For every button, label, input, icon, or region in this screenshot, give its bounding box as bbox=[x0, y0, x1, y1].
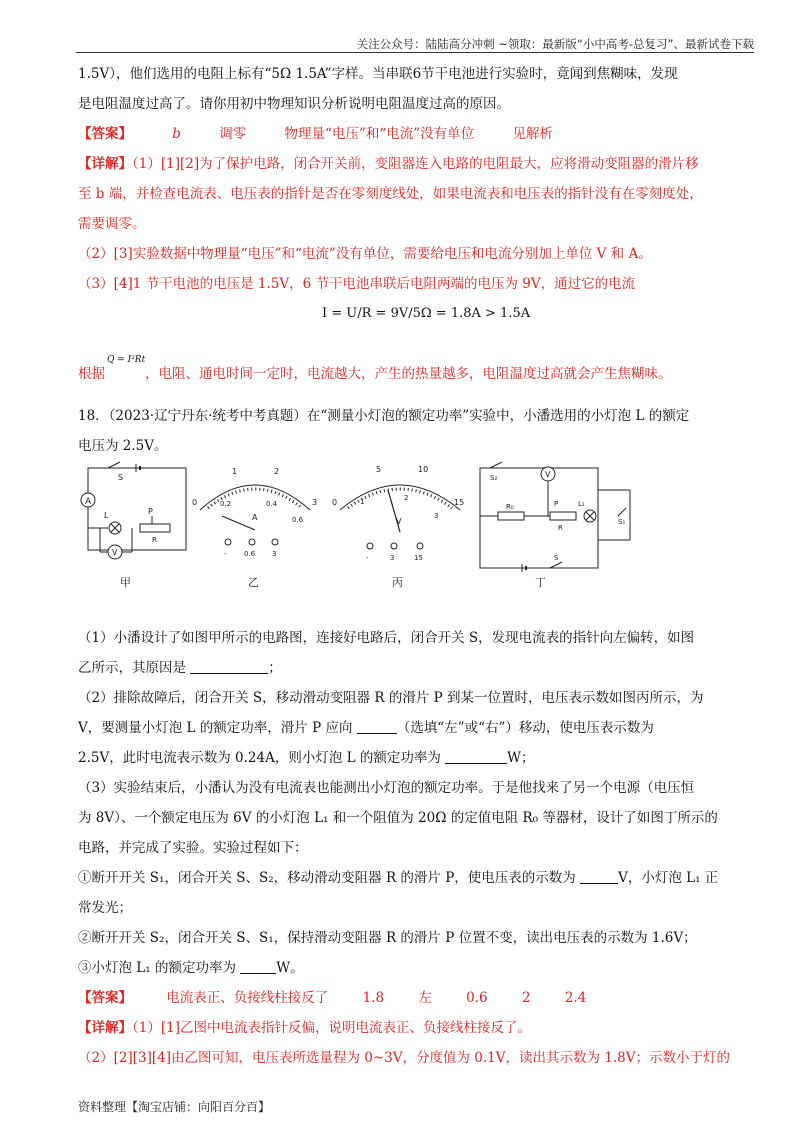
detail-2-line: （2）[2][3][4]由乙图可知，电压表所选量程为 0~3V，分度值为 0.1V，读出其示数为 1.8V；示数小于灯的 bbox=[78, 1050, 731, 1066]
ammeter-tick: 3 bbox=[312, 498, 318, 507]
q3-line: （3）实验结束后，小潘认为没有电流表也能测出小灯泡的额定功率。于是他找来了另一个电源（电压恒 bbox=[78, 780, 695, 796]
answer-item: 电流表正、负接线柱接反了 bbox=[166, 990, 329, 1006]
ammeter-tick: 0.2 bbox=[220, 500, 232, 508]
label-slider: P bbox=[554, 500, 559, 508]
label-switch: S bbox=[118, 473, 124, 482]
step-text: V，小灯泡 L₁ 正 bbox=[618, 870, 719, 886]
label-rheostat: R bbox=[558, 524, 563, 532]
ammeter-unit: A bbox=[252, 513, 258, 522]
voltmeter-terminal: 3 bbox=[390, 554, 395, 562]
ammeter-terminal: - bbox=[224, 550, 227, 558]
text-line: 是电阻温度过高了。请你用初中物理知识分析说明电阻温度过高的原因。 bbox=[78, 96, 510, 112]
q2-text: V，要测量小灯泡 L 的额定功率，滑片 P 应向 bbox=[78, 720, 353, 736]
label-slider: P bbox=[148, 507, 153, 516]
voltmeter-tick: 5 bbox=[376, 465, 382, 474]
answer-item: 物理量“电压”和“电流”没有单位 bbox=[284, 126, 475, 142]
page-header: 关注公众号：陆陆高分冲刺 ~领取：最新版“小中高考-总复习”、最新试卷下载 bbox=[356, 37, 754, 51]
question-18-line: 18．（2023·辽宁丹东·统考中考真题）在“测量小灯泡的额定功率”实验中，小潘选用的小灯泡 L 的额定 bbox=[78, 408, 690, 424]
answer-item: 2.4 bbox=[564, 990, 587, 1006]
detail-text: ，电阻、通电时间一定时，电流越大，产生的热量越多，电阻温度过高就会产生焦糊味。 bbox=[145, 366, 672, 382]
q2-text: 2.5V，此时电流表示数为 0.24A，则小灯泡 L 的额定功率为 bbox=[78, 750, 441, 766]
detail-1-line: 至 b 端，并检查电流表、电压表的指针是否在零刻度线处，如果电流表和电压表的指针没有在零刻度处， bbox=[78, 186, 703, 202]
voltmeter-tick: 15 bbox=[454, 498, 465, 507]
ammeter-tick: 0.4 bbox=[266, 500, 278, 508]
header-divider bbox=[76, 52, 754, 53]
answer-blank[interactable] bbox=[580, 869, 618, 884]
answer-blank[interactable] bbox=[190, 659, 268, 674]
detail-1-line: （3）[4]1 节干电池的电压是 1.5V，6 节干电池串联后电阻两端的电压为 9V，通过它的电流 bbox=[78, 276, 636, 292]
label-switch: S₂ bbox=[490, 474, 498, 482]
q3-line: 为 8V）、一个额定电压为 6V 的小灯泡 L₁ 和一个阻值为 20Ω 的定值电阻 R₀ 等器材，设计了如图丁所示的 bbox=[78, 810, 718, 826]
ammeter-tick: 0.6 bbox=[292, 516, 304, 524]
page-footer: 资料整理【淘宝店铺：向阳百分百】 bbox=[78, 1100, 271, 1114]
ammeter-tick: 0 bbox=[192, 498, 198, 507]
answer-blank[interactable] bbox=[445, 749, 507, 764]
q2-text: （选填“左”或“右”）移动，使电压表示数为 bbox=[396, 720, 654, 736]
detail-text: （1）[1][2]为了保护电路，闭合开关前，变阻器连入电路的电阻最大，应将滑动变阻器的滑片移 bbox=[132, 156, 699, 172]
voltmeter-tick: 1 bbox=[360, 498, 365, 506]
q1-text: 乙所示，其原因是 bbox=[78, 660, 186, 676]
voltmeter-tick: 3 bbox=[434, 512, 439, 520]
label-lamp: L bbox=[104, 511, 109, 520]
text-line: 1.5V），他们选用的电阻上标有“5Ω 1.5A”字样。当串联6节干电池进行实验时，竟闻到焦糊味，发现 bbox=[78, 66, 678, 82]
label-ammeter: A bbox=[85, 497, 92, 507]
detail-1-line bbox=[78, 154, 758, 174]
answer-blank[interactable] bbox=[357, 719, 397, 734]
q1-line bbox=[78, 658, 758, 678]
step-1-line: 常发光； bbox=[78, 900, 132, 916]
detail-1-line: （2）[3]实验数据中物理量“电压”和“电流”没有单位，需要给电压和电流分别加上单位 V 和 A。 bbox=[78, 246, 652, 262]
answer-tag: 【答案】 bbox=[78, 126, 132, 142]
answer-2 bbox=[78, 988, 758, 1008]
circuit-figures bbox=[70, 460, 710, 590]
answer-item: 见解析 bbox=[512, 126, 553, 142]
q3-line: 电路，并完成了实验。实验过程如下： bbox=[78, 840, 308, 856]
q1-line: （1）小潘设计了如图甲所示的电路图，连接好电路后，闭合开关 S，发现电流表的指针向左偏转，如图 bbox=[78, 630, 695, 646]
voltmeter-terminal: - bbox=[366, 554, 369, 562]
question-18-line: 电压为 2.5V。 bbox=[78, 438, 168, 454]
answer-item: 左 bbox=[418, 990, 432, 1006]
current-formula: I = U/R = 9V/5Ω = 1.8A > 1.5A bbox=[322, 306, 531, 321]
detail-2-line bbox=[78, 1018, 758, 1038]
label-switch: S bbox=[554, 554, 559, 562]
label-rheostat: R bbox=[152, 536, 157, 544]
answer-item: 0.6 bbox=[466, 990, 488, 1006]
step-2-line: ②断开开关 S₂，闭合开关 S、S₁，保持滑动变阻器 R 的滑片 P 位置不变，读出电压表的示数为 1.6V； bbox=[78, 930, 697, 946]
q2-line: （2）排除故障后，闭合开关 S，移动滑动变阻器 R 的滑片 P 到某一位置时，电压表示数如图丙所示，为 bbox=[78, 690, 704, 706]
label-voltmeter: V bbox=[545, 470, 551, 479]
q1-text: ； bbox=[268, 660, 282, 676]
q2-line bbox=[78, 718, 758, 738]
answer-1 bbox=[78, 124, 758, 144]
label-lamp: L₁ bbox=[578, 500, 585, 508]
answer-item: b bbox=[172, 126, 181, 142]
detail-text: 根据 bbox=[78, 366, 105, 382]
q2-line bbox=[78, 748, 758, 768]
detail-1-line bbox=[78, 364, 758, 384]
detail-1-line: 需要调零。 bbox=[78, 216, 146, 232]
answer-item: 调零 bbox=[219, 126, 247, 142]
label-resistor: R₀ bbox=[506, 503, 514, 511]
ammeter-tick: 1 bbox=[232, 467, 238, 476]
answer-item: 2 bbox=[521, 990, 531, 1006]
answer-tag: 【答案】 bbox=[78, 990, 132, 1006]
voltmeter-unit: V bbox=[396, 517, 402, 526]
voltmeter-terminal: 15 bbox=[414, 554, 423, 562]
label-switch: S₁ bbox=[618, 518, 626, 526]
ammeter-tick: 2 bbox=[274, 467, 280, 476]
figure-label-ding: 丁 bbox=[535, 576, 546, 589]
label-voltmeter: V bbox=[112, 548, 118, 557]
voltmeter-tick: 2 bbox=[404, 494, 409, 502]
q2-text: W； bbox=[507, 750, 535, 766]
circuit-jia bbox=[81, 462, 186, 559]
step-3-line bbox=[78, 958, 758, 978]
answer-blank[interactable] bbox=[240, 959, 276, 974]
step-text: W。 bbox=[276, 960, 304, 976]
voltmeter-tick: 10 bbox=[418, 465, 429, 474]
detail-tag: 【详解】 bbox=[78, 156, 132, 172]
heat-formula: Q = I²Rt bbox=[107, 355, 146, 365]
detail-text: （1）[1]乙图中电流表指针反偏，说明电流表正、负接线柱接反了。 bbox=[132, 1020, 531, 1036]
figure-label-jia: 甲 bbox=[120, 576, 131, 589]
step-text: ①断开开关 S₁，闭合开关 S、S₂，移动滑动变阻器 R 的滑片 P，使电压表的示数为 bbox=[78, 870, 576, 886]
detail-tag: 【详解】 bbox=[78, 1020, 132, 1036]
figure-label-bing: 丙 bbox=[392, 576, 403, 589]
ammeter-terminal: 0.6 bbox=[244, 550, 256, 558]
step-text: ③小灯泡 L₁ 的额定功率为 bbox=[78, 960, 236, 976]
ammeter-terminal: 3 bbox=[272, 550, 277, 558]
answer-item: 1.8 bbox=[362, 990, 385, 1006]
step-1-line bbox=[78, 868, 758, 888]
voltmeter-tick: 0 bbox=[332, 498, 338, 507]
figure-label-yi: 乙 bbox=[248, 576, 259, 589]
